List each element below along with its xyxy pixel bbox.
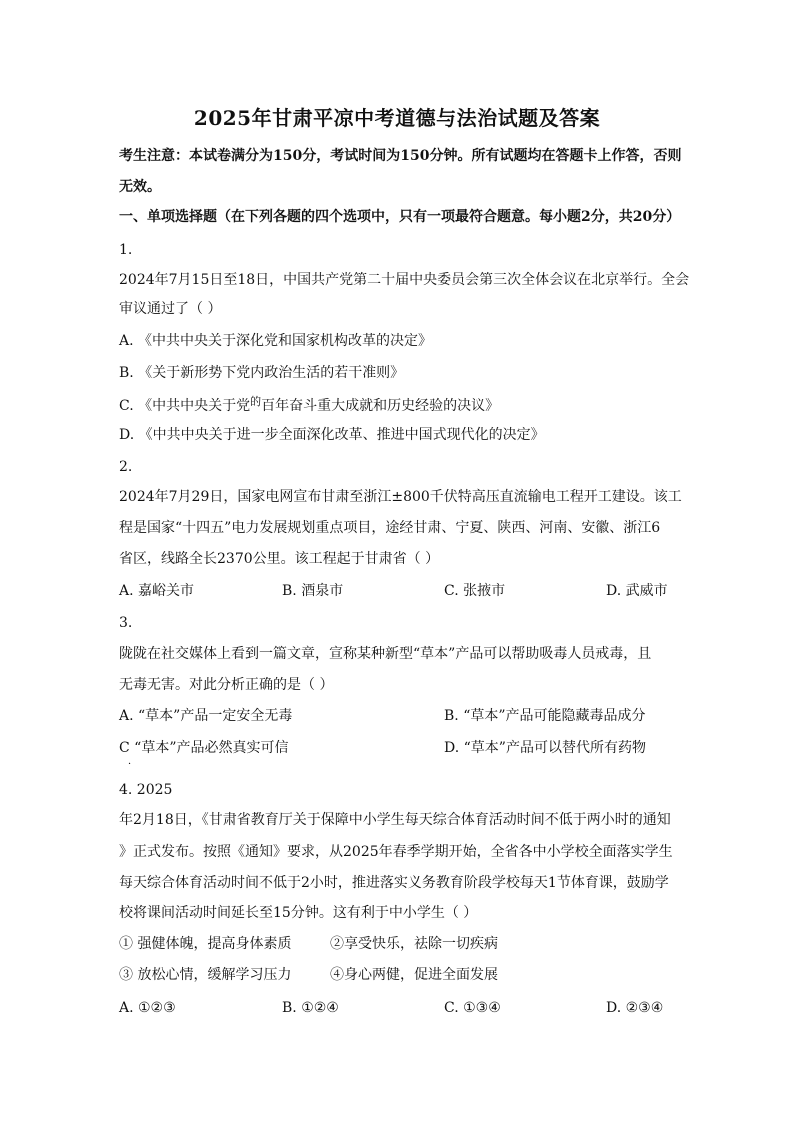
question-4-stem-line-2: 》正式发布。按照《通知》要求，从2025年春季学期开始，全省各中小学校全面落实学生 <box>119 844 673 860</box>
question-3-option-c-dot: ． <box>128 756 138 767</box>
question-2-option-a: A. 嘉峪关市 <box>119 583 195 599</box>
question-2-stem-line-3: 省区，线路全长2370公里。该工程起于甘肃省（ ） <box>119 551 440 567</box>
question-4-item-3: ③ 放松心情，缓解学习压力 <box>119 967 292 983</box>
question-3-option-c: C “草本”产品必然真实可信 <box>119 740 289 756</box>
question-3-option-d: D. “草本”产品可以替代所有药物 <box>444 740 646 756</box>
question-4-number: 4. 2025 <box>119 782 173 798</box>
question-3-stem-line-1: 陇陇在社交媒体上看到一篇文章，宣称某种新型“草本”产品可以帮助吸毒人员戒毒，且 <box>119 646 652 662</box>
question-3-option-b: B. “草本”产品可能隐藏毒品成分 <box>444 708 646 724</box>
question-1-option-a: A. 《中共中央关于深化党和国家机构改革的决定》 <box>119 333 433 349</box>
option-c-superscript: 的 <box>250 395 262 408</box>
question-2-option-b: B. 酒泉市 <box>282 583 344 599</box>
question-3-option-a: A. “草本”产品一定安全无毒 <box>119 708 293 724</box>
question-4-stem-line-3: 每天综合体育活动时间不低于2小时，推进落实义务教育阶段学校每天1节体育课，鼓励学 <box>119 875 669 891</box>
question-1-stem-line-2: 审议通过了（ ） <box>119 301 222 317</box>
question-2-option-d: D. 武威市 <box>606 583 668 599</box>
notice-line-2: 无效。 <box>119 179 161 195</box>
question-1-stem-line-1: 2024年7月15日至18日，中国共产党第二十届中央委员会第三次全体会议在北京举行。全会 <box>119 272 690 288</box>
section-heading: 一、单项选择题（在下列各题的四个选项中，只有一项最符合题意。每小题2分，共20分） <box>119 209 681 225</box>
question-1-option-d: D. 《中共中央关于进一步全面深化改革、推进中国式现代化的决定》 <box>119 427 545 443</box>
option-c-text-1: C. 《中共中央关于党 <box>119 398 251 414</box>
question-1-option-c <box>119 396 499 417</box>
question-4-option-a: A. ①②③ <box>119 1000 176 1016</box>
question-4-item-2: ②享受快乐，祛除一切疾病 <box>330 936 498 952</box>
question-4-option-d: D. ②③④ <box>606 1000 664 1016</box>
question-2-option-c: C. 张掖市 <box>444 583 506 599</box>
question-3-number: 3. <box>119 615 133 631</box>
question-4-item-1: ① 强健体魄，提高身体素质 <box>119 936 292 952</box>
question-2-stem-line-1: 2024年7月29日，国家电网宣布甘肃至浙江±800千伏特高压直流输电工程开工建设。该工 <box>119 489 682 505</box>
question-3-stem-line-2: 无毒无害。对此分析正确的是（ ） <box>119 677 334 693</box>
question-4-option-c: C. ①③④ <box>444 1000 501 1016</box>
question-2-stem-line-2: 程是国家“十四五”电力发展规划重点项目，途经甘肃、宁夏、陕西、河南、安徽、浙江6 <box>119 520 661 536</box>
option-c-text-2: 百年奋斗重大成就和历史经验的决议》 <box>261 398 500 414</box>
notice-line-1: 考生注意：本试卷满分为150分，考试时间为150分钟。所有试题均在答题卡上作答，否则 <box>119 148 682 164</box>
question-4-stem-line-1: 年2月18日，《甘肃省教育厅关于保障中小学生每天综合体育活动时间不低于两小时的通知 <box>119 812 671 828</box>
question-1-number: 1. <box>119 242 133 258</box>
page-title: 2025年甘肃平凉中考道德与法治试题及答案 <box>193 106 601 130</box>
question-1-option-b: B. 《关于新形势下党内政治生活的若干准则》 <box>119 365 405 381</box>
question-4-option-b: B. ①②④ <box>282 1000 339 1016</box>
question-2-number: 2. <box>119 459 133 475</box>
question-4-stem-line-4: 校将课间活动时间延长至15分钟。这有利于中小学生（ ） <box>119 905 478 921</box>
question-4-item-4: ④身心两健，促进全面发展 <box>330 967 498 983</box>
